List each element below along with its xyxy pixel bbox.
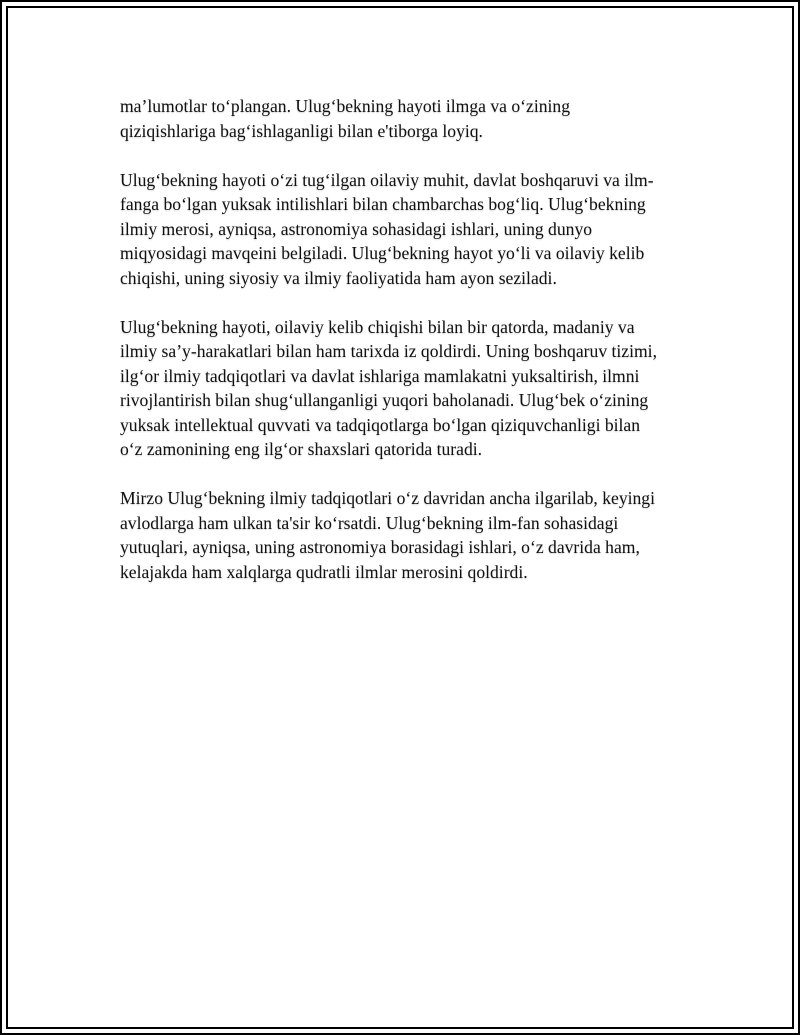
text-line: Ulug‘bekning hayoti o‘zi tug‘ilgan oilaviy muhit, davlat boshqaruvi va ilm-: [120, 169, 654, 190]
paragraph-1: [120, 94, 690, 143]
paragraph-2: [120, 168, 690, 291]
text-line: ilmiy sa’y-harakatlari bilan ham tarixda iz qoldirdi. Uning boshqaruv tizimi,: [120, 341, 657, 361]
text-line: ilg‘or ilmiy tadqiqotlari va davlat ishlariga mamlakatni yuksaltirish, ilmni: [120, 365, 640, 386]
text-line: chiqishi, uning siyosiy va ilmiy faoliyatida ham ayon seziladi.: [120, 267, 557, 288]
text-line: miqyosidagi mavqeini belgiladi. Ulug‘bekning hayot yo‘li va oilaviy kelib: [120, 243, 645, 263]
document-body: [120, 94, 690, 609]
text-line: Mirzo Ulug‘bekning ilmiy tadqiqotlari o‘z davridan ancha ilgarilab, keyingi: [120, 488, 655, 508]
text-line: o‘z zamonining eng ilg‘or shaxslari qatorida turadi.: [120, 439, 483, 459]
text-line: ilmiy merosi, ayniqsa, astronomiya sohasidagi ishlari, uning dunyo: [120, 218, 593, 239]
text-line: avlodlarga ham ulkan ta'sir ko‘rsatdi. Ulug‘bekning ilm-fan sohasidagi: [120, 512, 619, 533]
text-line: kelajakda ham xalqlarga qudratli ilmlar merosini qoldirdi.: [120, 561, 528, 582]
text-line: rivojlantirish bilan shug‘ullanganligi yuqori baholanadi. Ulug‘bek o‘zining: [120, 390, 649, 410]
text-line: yuksak intellektual quvvati va tadqiqotlarga bo‘lgan qiziquvchanligi bilan: [120, 414, 641, 435]
text-line: qiziqishlariga bag‘ishlaganligi bilan e'tiborga loyiq.: [120, 120, 483, 141]
text-line: ma’lumotlar to‘plangan. Ulug‘bekning hayoti ilmga va o‘zining: [120, 96, 570, 116]
text-line: Ulug‘bekning hayoti, oilaviy kelib chiqishi bilan bir qatorda, madaniy va: [120, 316, 635, 337]
paragraph-3: [120, 315, 690, 462]
paragraph-4: [120, 486, 690, 584]
text-line: fanga bo‘lgan yuksak intilishlari bilan chambarchas bog‘liq. Ulug‘bekning: [120, 194, 646, 214]
text-line: yutuqlari, ayniqsa, uning astronomiya borasidagi ishlari, o‘z davrida ham,: [120, 537, 640, 557]
